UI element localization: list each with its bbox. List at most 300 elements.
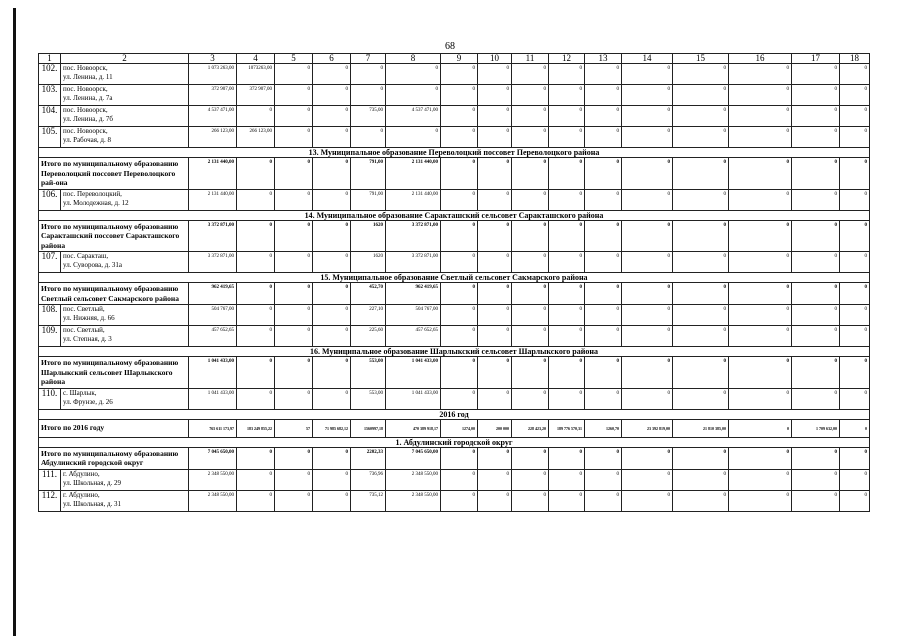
value-cell: 0 bbox=[585, 326, 622, 347]
value-cell: 0 bbox=[729, 220, 792, 252]
value-cell: 0 bbox=[441, 106, 478, 127]
value-cell: 0 bbox=[729, 447, 792, 469]
table-row bbox=[39, 469, 870, 490]
value-cell: 0 bbox=[275, 283, 313, 305]
section-header-row bbox=[39, 347, 870, 357]
value-cell: 228 423,20 bbox=[512, 419, 549, 437]
value-cell: 0 bbox=[441, 447, 478, 469]
value-cell: 0 bbox=[478, 283, 512, 305]
value-cell: 0 bbox=[275, 106, 313, 127]
address-cell bbox=[61, 189, 189, 210]
section-title: 2016 год bbox=[39, 409, 870, 419]
value-cell: 0 bbox=[622, 388, 673, 409]
value-cell: 0 bbox=[673, 305, 729, 326]
value-cell: 0 bbox=[673, 469, 729, 490]
value-cell: 0 bbox=[729, 490, 792, 511]
value-cell: 1 041 433,00 bbox=[386, 388, 441, 409]
value-cell: 0 bbox=[441, 127, 478, 148]
value-cell: 0 bbox=[478, 469, 512, 490]
value-cell: 0 bbox=[237, 283, 275, 305]
table-row bbox=[39, 85, 870, 106]
row-number: 108. bbox=[39, 305, 61, 326]
value-cell: 0 bbox=[237, 252, 275, 273]
value-cell: 0 bbox=[622, 252, 673, 273]
value-cell: 0 bbox=[441, 158, 478, 190]
section-header-row bbox=[39, 409, 870, 419]
value-cell: 0 bbox=[275, 357, 313, 389]
address-cell bbox=[61, 64, 189, 85]
value-cell: 0 bbox=[512, 85, 549, 106]
section-header-row bbox=[39, 210, 870, 220]
value-cell: 0 bbox=[585, 127, 622, 148]
total-label: Итого по муниципальному образованию Саракташский поссовет Саракташского района bbox=[39, 220, 189, 252]
value-cell: 266 123,00 bbox=[189, 127, 237, 148]
value-cell: 0 bbox=[478, 158, 512, 190]
value-cell: 0 bbox=[840, 419, 870, 437]
value-cell: 1 041 433,00 bbox=[189, 357, 237, 389]
value-cell: 0 bbox=[386, 85, 441, 106]
value-cell: 504 767,00 bbox=[189, 305, 237, 326]
value-cell: 0 bbox=[622, 127, 673, 148]
value-cell: 0 bbox=[313, 447, 351, 469]
value-cell: 0 bbox=[275, 447, 313, 469]
address-line-locality: г. Абдулино, bbox=[63, 490, 100, 499]
value-cell: 0 bbox=[441, 283, 478, 305]
value-cell: 0 bbox=[792, 220, 840, 252]
value-cell: 0 bbox=[622, 158, 673, 190]
value-cell: 0 bbox=[512, 388, 549, 409]
value-cell: 0 bbox=[622, 469, 673, 490]
address-line-street: ул. Школьная, д. 31 bbox=[63, 499, 122, 508]
value-cell: 1560997,18 bbox=[351, 419, 386, 437]
value-cell: 57 bbox=[275, 419, 313, 437]
value-cell: 0 bbox=[729, 419, 792, 437]
value-cell: 0 bbox=[729, 388, 792, 409]
address-line-locality: пос. Светлый, bbox=[63, 326, 105, 334]
address-line-street: ул. Ленина, д. 7а bbox=[63, 94, 113, 102]
value-cell: 0 bbox=[275, 469, 313, 490]
value-cell: 0 bbox=[549, 326, 585, 347]
value-cell: 71 985 682,12 bbox=[313, 419, 351, 437]
value-cell: 3 372 871,00 bbox=[189, 220, 237, 252]
value-cell: 1 709 632,00 bbox=[792, 419, 840, 437]
value-cell: 0 bbox=[237, 490, 275, 511]
table-row bbox=[39, 490, 870, 511]
address-line-street: ул. Фрунзе, д. 26 bbox=[63, 397, 113, 406]
section-title: 1. Абдулинский городской округ bbox=[39, 437, 870, 447]
table-row bbox=[39, 106, 870, 127]
value-cell: 791,00 bbox=[351, 189, 386, 210]
value-cell: 0 bbox=[840, 106, 870, 127]
value-cell: 225,60 bbox=[351, 326, 386, 347]
value-cell: 0 bbox=[549, 357, 585, 389]
value-cell: 0 bbox=[313, 64, 351, 85]
section-header-row bbox=[39, 148, 870, 158]
value-cell: 0 bbox=[549, 388, 585, 409]
value-cell: 0 bbox=[549, 469, 585, 490]
value-cell: 0 bbox=[275, 490, 313, 511]
value-cell: 0 bbox=[549, 158, 585, 190]
value-cell: 1073263,00 bbox=[237, 64, 275, 85]
value-cell: 0 bbox=[585, 305, 622, 326]
subtotal-row bbox=[39, 357, 870, 389]
value-cell: 0 bbox=[351, 85, 386, 106]
value-cell: 791,00 bbox=[351, 158, 386, 190]
value-cell: 0 bbox=[622, 447, 673, 469]
value-cell: 0 bbox=[313, 305, 351, 326]
value-cell: 0 bbox=[275, 388, 313, 409]
value-cell: 2 131 440,00 bbox=[189, 189, 237, 210]
value-cell: 553,00 bbox=[351, 357, 386, 389]
value-cell: 0 bbox=[840, 469, 870, 490]
column-number: 16 bbox=[729, 54, 792, 64]
value-cell: 0 bbox=[729, 305, 792, 326]
value-cell: 0 bbox=[673, 447, 729, 469]
value-cell: 0 bbox=[237, 189, 275, 210]
value-cell: 2 348 550,00 bbox=[386, 490, 441, 511]
value-cell: 0 bbox=[585, 106, 622, 127]
total-label: Итого по муниципальному образованию Шарлыкский сельсовет Шарлыкского района bbox=[39, 357, 189, 389]
value-cell: 0 bbox=[313, 388, 351, 409]
column-number: 13 bbox=[585, 54, 622, 64]
column-number: 8 bbox=[386, 54, 441, 64]
value-cell: 0 bbox=[585, 85, 622, 106]
value-cell: 0 bbox=[549, 283, 585, 305]
total-label: Итого по муниципальному образованию Светлый сельсовет Сакмарского района bbox=[39, 283, 189, 305]
value-cell: 0 bbox=[549, 490, 585, 511]
value-cell: 0 bbox=[275, 127, 313, 148]
value-cell: 0 bbox=[313, 357, 351, 389]
value-cell: 0 bbox=[622, 305, 673, 326]
value-cell: 0 bbox=[622, 283, 673, 305]
address-line-locality: пос. Саракташ, bbox=[63, 252, 109, 260]
value-cell: 0 bbox=[792, 252, 840, 273]
value-cell: 0 bbox=[673, 106, 729, 127]
column-number: 3 bbox=[189, 54, 237, 64]
value-cell: 0 bbox=[441, 357, 478, 389]
value-cell: 0 bbox=[792, 85, 840, 106]
value-cell: 0 bbox=[673, 158, 729, 190]
address-line-locality: пос. Светлый, bbox=[63, 305, 105, 313]
total-label: Итого по муниципальному образованию Переволоцкий поссовет Переволоцкого рай-она bbox=[39, 158, 189, 190]
value-cell: 0 bbox=[441, 388, 478, 409]
value-cell: 3 372 871,00 bbox=[189, 252, 237, 273]
value-cell: 0 bbox=[512, 106, 549, 127]
table-row bbox=[39, 326, 870, 347]
page-number: 68 bbox=[445, 41, 455, 52]
value-cell: 0 bbox=[313, 326, 351, 347]
value-cell: 0 bbox=[313, 283, 351, 305]
value-cell: 0 bbox=[792, 127, 840, 148]
value-cell: 0 bbox=[729, 252, 792, 273]
value-cell: 1 073 263,00 bbox=[189, 64, 237, 85]
value-cell: 0 bbox=[351, 127, 386, 148]
value-cell: 0 bbox=[792, 447, 840, 469]
value-cell: 2 348 550,00 bbox=[189, 469, 237, 490]
table-row bbox=[39, 189, 870, 210]
column-number: 7 bbox=[351, 54, 386, 64]
value-cell: 0 bbox=[275, 252, 313, 273]
value-cell: 0 bbox=[313, 490, 351, 511]
value-cell: 0 bbox=[512, 447, 549, 469]
address-cell bbox=[61, 326, 189, 347]
value-cell: 1274,00 bbox=[441, 419, 478, 437]
total-label: Итого по 2016 году bbox=[39, 419, 189, 437]
value-cell: 4 537 471,00 bbox=[386, 106, 441, 127]
column-number: 14 bbox=[622, 54, 673, 64]
value-cell: 457 652,65 bbox=[386, 326, 441, 347]
section-title: 15. Муниципальное образование Светлый сельсовет Сакмарского района bbox=[39, 273, 870, 283]
value-cell: 372 907,00 bbox=[237, 85, 275, 106]
value-cell: 765 611 173,97 bbox=[189, 419, 237, 437]
row-number: 102. bbox=[39, 64, 61, 85]
value-cell: 0 bbox=[512, 357, 549, 389]
value-cell: 0 bbox=[237, 357, 275, 389]
value-cell: 0 bbox=[840, 252, 870, 273]
value-cell: 0 bbox=[275, 85, 313, 106]
value-cell: 0 bbox=[792, 357, 840, 389]
register-table bbox=[38, 53, 870, 512]
subtotal-row bbox=[39, 220, 870, 252]
value-cell: 0 bbox=[673, 388, 729, 409]
value-cell: 0 bbox=[512, 127, 549, 148]
table-row bbox=[39, 64, 870, 85]
value-cell: 0 bbox=[549, 305, 585, 326]
value-cell: 0 bbox=[792, 326, 840, 347]
value-cell: 0 bbox=[549, 220, 585, 252]
value-cell: 0 bbox=[673, 252, 729, 273]
value-cell: 0 bbox=[237, 106, 275, 127]
value-cell: 0 bbox=[512, 283, 549, 305]
value-cell: 0 bbox=[386, 127, 441, 148]
address-cell bbox=[61, 305, 189, 326]
value-cell: 470 389 918,17 bbox=[386, 419, 441, 437]
value-cell: 0 bbox=[313, 469, 351, 490]
value-cell: 0 bbox=[237, 447, 275, 469]
value-cell: 2 131 440,00 bbox=[386, 189, 441, 210]
address-line-street: ул. Степная, д. 3 bbox=[63, 335, 112, 343]
value-cell: 21 810 385,00 bbox=[673, 419, 729, 437]
value-cell: 0 bbox=[585, 189, 622, 210]
value-cell: 0 bbox=[478, 447, 512, 469]
value-cell: 0 bbox=[792, 158, 840, 190]
value-cell: 735,12 bbox=[351, 490, 386, 511]
value-cell: 0 bbox=[622, 357, 673, 389]
value-cell: 0 bbox=[512, 469, 549, 490]
grand-total-row bbox=[39, 419, 870, 437]
address-line-locality: пос. Новоорск, bbox=[63, 127, 108, 135]
value-cell: 0 bbox=[840, 158, 870, 190]
value-cell: 0 bbox=[549, 252, 585, 273]
value-cell: 23 392 819,00 bbox=[622, 419, 673, 437]
value-cell: 0 bbox=[729, 64, 792, 85]
row-number: 107. bbox=[39, 252, 61, 273]
value-cell: 0 bbox=[512, 189, 549, 210]
value-cell: 0 bbox=[478, 106, 512, 127]
column-number: 11 bbox=[512, 54, 549, 64]
column-number: 1 bbox=[39, 54, 61, 64]
value-cell: 0 bbox=[585, 469, 622, 490]
value-cell: 0 bbox=[441, 490, 478, 511]
value-cell: 0 bbox=[313, 189, 351, 210]
value-cell: 0 bbox=[441, 85, 478, 106]
row-number: 105. bbox=[39, 127, 61, 148]
value-cell: 2 131 440,00 bbox=[189, 158, 237, 190]
value-cell: 0 bbox=[549, 106, 585, 127]
section-header-row bbox=[39, 437, 870, 447]
value-cell: 0 bbox=[478, 220, 512, 252]
value-cell: 3 372 871,00 bbox=[386, 220, 441, 252]
value-cell: 0 bbox=[792, 388, 840, 409]
address-cell bbox=[61, 469, 189, 490]
address-line-locality: пос. Новоорск, bbox=[63, 106, 108, 114]
row-number: 103. bbox=[39, 85, 61, 106]
value-cell: 457 652,65 bbox=[189, 326, 237, 347]
value-cell: 0 bbox=[478, 127, 512, 148]
value-cell: 7 045 650,00 bbox=[189, 447, 237, 469]
value-cell: 183 249 855,22 bbox=[237, 419, 275, 437]
value-cell: 0 bbox=[237, 158, 275, 190]
subtotal-row bbox=[39, 283, 870, 305]
value-cell: 735,00 bbox=[351, 106, 386, 127]
value-cell: 0 bbox=[512, 158, 549, 190]
row-number: 111. bbox=[39, 469, 61, 490]
value-cell: 0 bbox=[792, 469, 840, 490]
value-cell: 0 bbox=[351, 64, 386, 85]
value-cell: 0 bbox=[549, 64, 585, 85]
value-cell: 1620 bbox=[351, 252, 386, 273]
value-cell: 0 bbox=[512, 305, 549, 326]
value-cell: 227,10 bbox=[351, 305, 386, 326]
value-cell: 0 bbox=[622, 85, 673, 106]
value-cell: 0 bbox=[673, 357, 729, 389]
value-cell: 0 bbox=[792, 189, 840, 210]
value-cell: 7 045 650,00 bbox=[386, 447, 441, 469]
value-cell: 0 bbox=[313, 85, 351, 106]
row-number: 109. bbox=[39, 326, 61, 347]
value-cell: 0 bbox=[729, 158, 792, 190]
value-cell: 0 bbox=[478, 388, 512, 409]
value-cell: 1620 bbox=[351, 220, 386, 252]
value-cell: 0 bbox=[478, 64, 512, 85]
column-number: 18 bbox=[840, 54, 870, 64]
address-cell bbox=[61, 85, 189, 106]
value-cell: 0 bbox=[549, 85, 585, 106]
section-title: 16. Муниципальное образование Шарлыкский сельсовет Шарлыкского района bbox=[39, 347, 870, 357]
value-cell: 0 bbox=[729, 326, 792, 347]
address-line-locality: с. Шарлык, bbox=[63, 388, 97, 397]
address-line-locality: пос. Новоорск, bbox=[63, 85, 108, 93]
value-cell: 0 bbox=[840, 388, 870, 409]
column-number: 17 bbox=[792, 54, 840, 64]
value-cell: 962 419,65 bbox=[386, 283, 441, 305]
value-cell: 1 041 433,00 bbox=[386, 357, 441, 389]
column-number-row bbox=[39, 54, 870, 64]
value-cell: 0 bbox=[275, 158, 313, 190]
address-line-street: ул. Молодежная, д. 12 bbox=[63, 198, 129, 207]
column-number: 10 bbox=[478, 54, 512, 64]
value-cell: 0 bbox=[840, 127, 870, 148]
value-cell: 0 bbox=[275, 326, 313, 347]
value-cell: 0 bbox=[729, 127, 792, 148]
address-line-locality: пос. Переволоцкий, bbox=[63, 189, 122, 198]
value-cell: 0 bbox=[622, 64, 673, 85]
row-number: 110. bbox=[39, 388, 61, 409]
column-number: 5 bbox=[275, 54, 313, 64]
address-line-locality: пос. Новоорск, bbox=[63, 64, 108, 72]
value-cell: 0 bbox=[840, 357, 870, 389]
value-cell: 0 bbox=[792, 490, 840, 511]
value-cell: 553,00 bbox=[351, 388, 386, 409]
value-cell: 0 bbox=[585, 490, 622, 511]
value-cell: 0 bbox=[237, 469, 275, 490]
subtotal-row bbox=[39, 158, 870, 190]
value-cell: 0 bbox=[585, 388, 622, 409]
table-row bbox=[39, 252, 870, 273]
value-cell: 452,70 bbox=[351, 283, 386, 305]
address-line-locality: г. Абдулино, bbox=[63, 469, 100, 478]
value-cell: 0 bbox=[622, 189, 673, 210]
value-cell: 0 bbox=[313, 252, 351, 273]
value-cell: 0 bbox=[622, 106, 673, 127]
value-cell: 0 bbox=[840, 85, 870, 106]
value-cell: 0 bbox=[840, 189, 870, 210]
subtotal-row bbox=[39, 447, 870, 469]
value-cell: 0 bbox=[585, 357, 622, 389]
value-cell: 504 767,00 bbox=[386, 305, 441, 326]
value-cell: 0 bbox=[673, 283, 729, 305]
address-line-street: ул. Суворова, д. 31а bbox=[63, 261, 122, 269]
value-cell: 200 000 bbox=[478, 419, 512, 437]
value-cell: 0 bbox=[622, 326, 673, 347]
binding-line bbox=[13, 8, 16, 636]
value-cell: 0 bbox=[673, 189, 729, 210]
address-line-street: ул. Нижняя, д. 66 bbox=[63, 314, 115, 322]
address-cell bbox=[61, 252, 189, 273]
value-cell: 0 bbox=[441, 305, 478, 326]
value-cell: 0 bbox=[673, 220, 729, 252]
value-cell: 0 bbox=[673, 326, 729, 347]
value-cell: 962 419,65 bbox=[189, 283, 237, 305]
value-cell: 0 bbox=[840, 305, 870, 326]
value-cell: 0 bbox=[441, 64, 478, 85]
value-cell: 0 bbox=[478, 305, 512, 326]
value-cell: 0 bbox=[441, 189, 478, 210]
value-cell: 0 bbox=[549, 447, 585, 469]
value-cell: 0 bbox=[478, 357, 512, 389]
table-row bbox=[39, 305, 870, 326]
column-number: 6 bbox=[313, 54, 351, 64]
value-cell: 0 bbox=[441, 220, 478, 252]
value-cell: 0 bbox=[622, 220, 673, 252]
value-cell: 0 bbox=[729, 189, 792, 210]
value-cell: 0 bbox=[729, 85, 792, 106]
value-cell: 0 bbox=[237, 220, 275, 252]
value-cell: 0 bbox=[313, 220, 351, 252]
value-cell: 0 bbox=[840, 490, 870, 511]
value-cell: 0 bbox=[512, 252, 549, 273]
value-cell: 0 bbox=[792, 64, 840, 85]
column-number: 15 bbox=[673, 54, 729, 64]
value-cell: 0 bbox=[729, 357, 792, 389]
value-cell: 0 bbox=[840, 64, 870, 85]
value-cell: 0 bbox=[585, 158, 622, 190]
value-cell: 0 bbox=[478, 189, 512, 210]
value-cell: 0 bbox=[673, 490, 729, 511]
address-cell bbox=[61, 388, 189, 409]
value-cell: 0 bbox=[622, 490, 673, 511]
column-number: 9 bbox=[441, 54, 478, 64]
